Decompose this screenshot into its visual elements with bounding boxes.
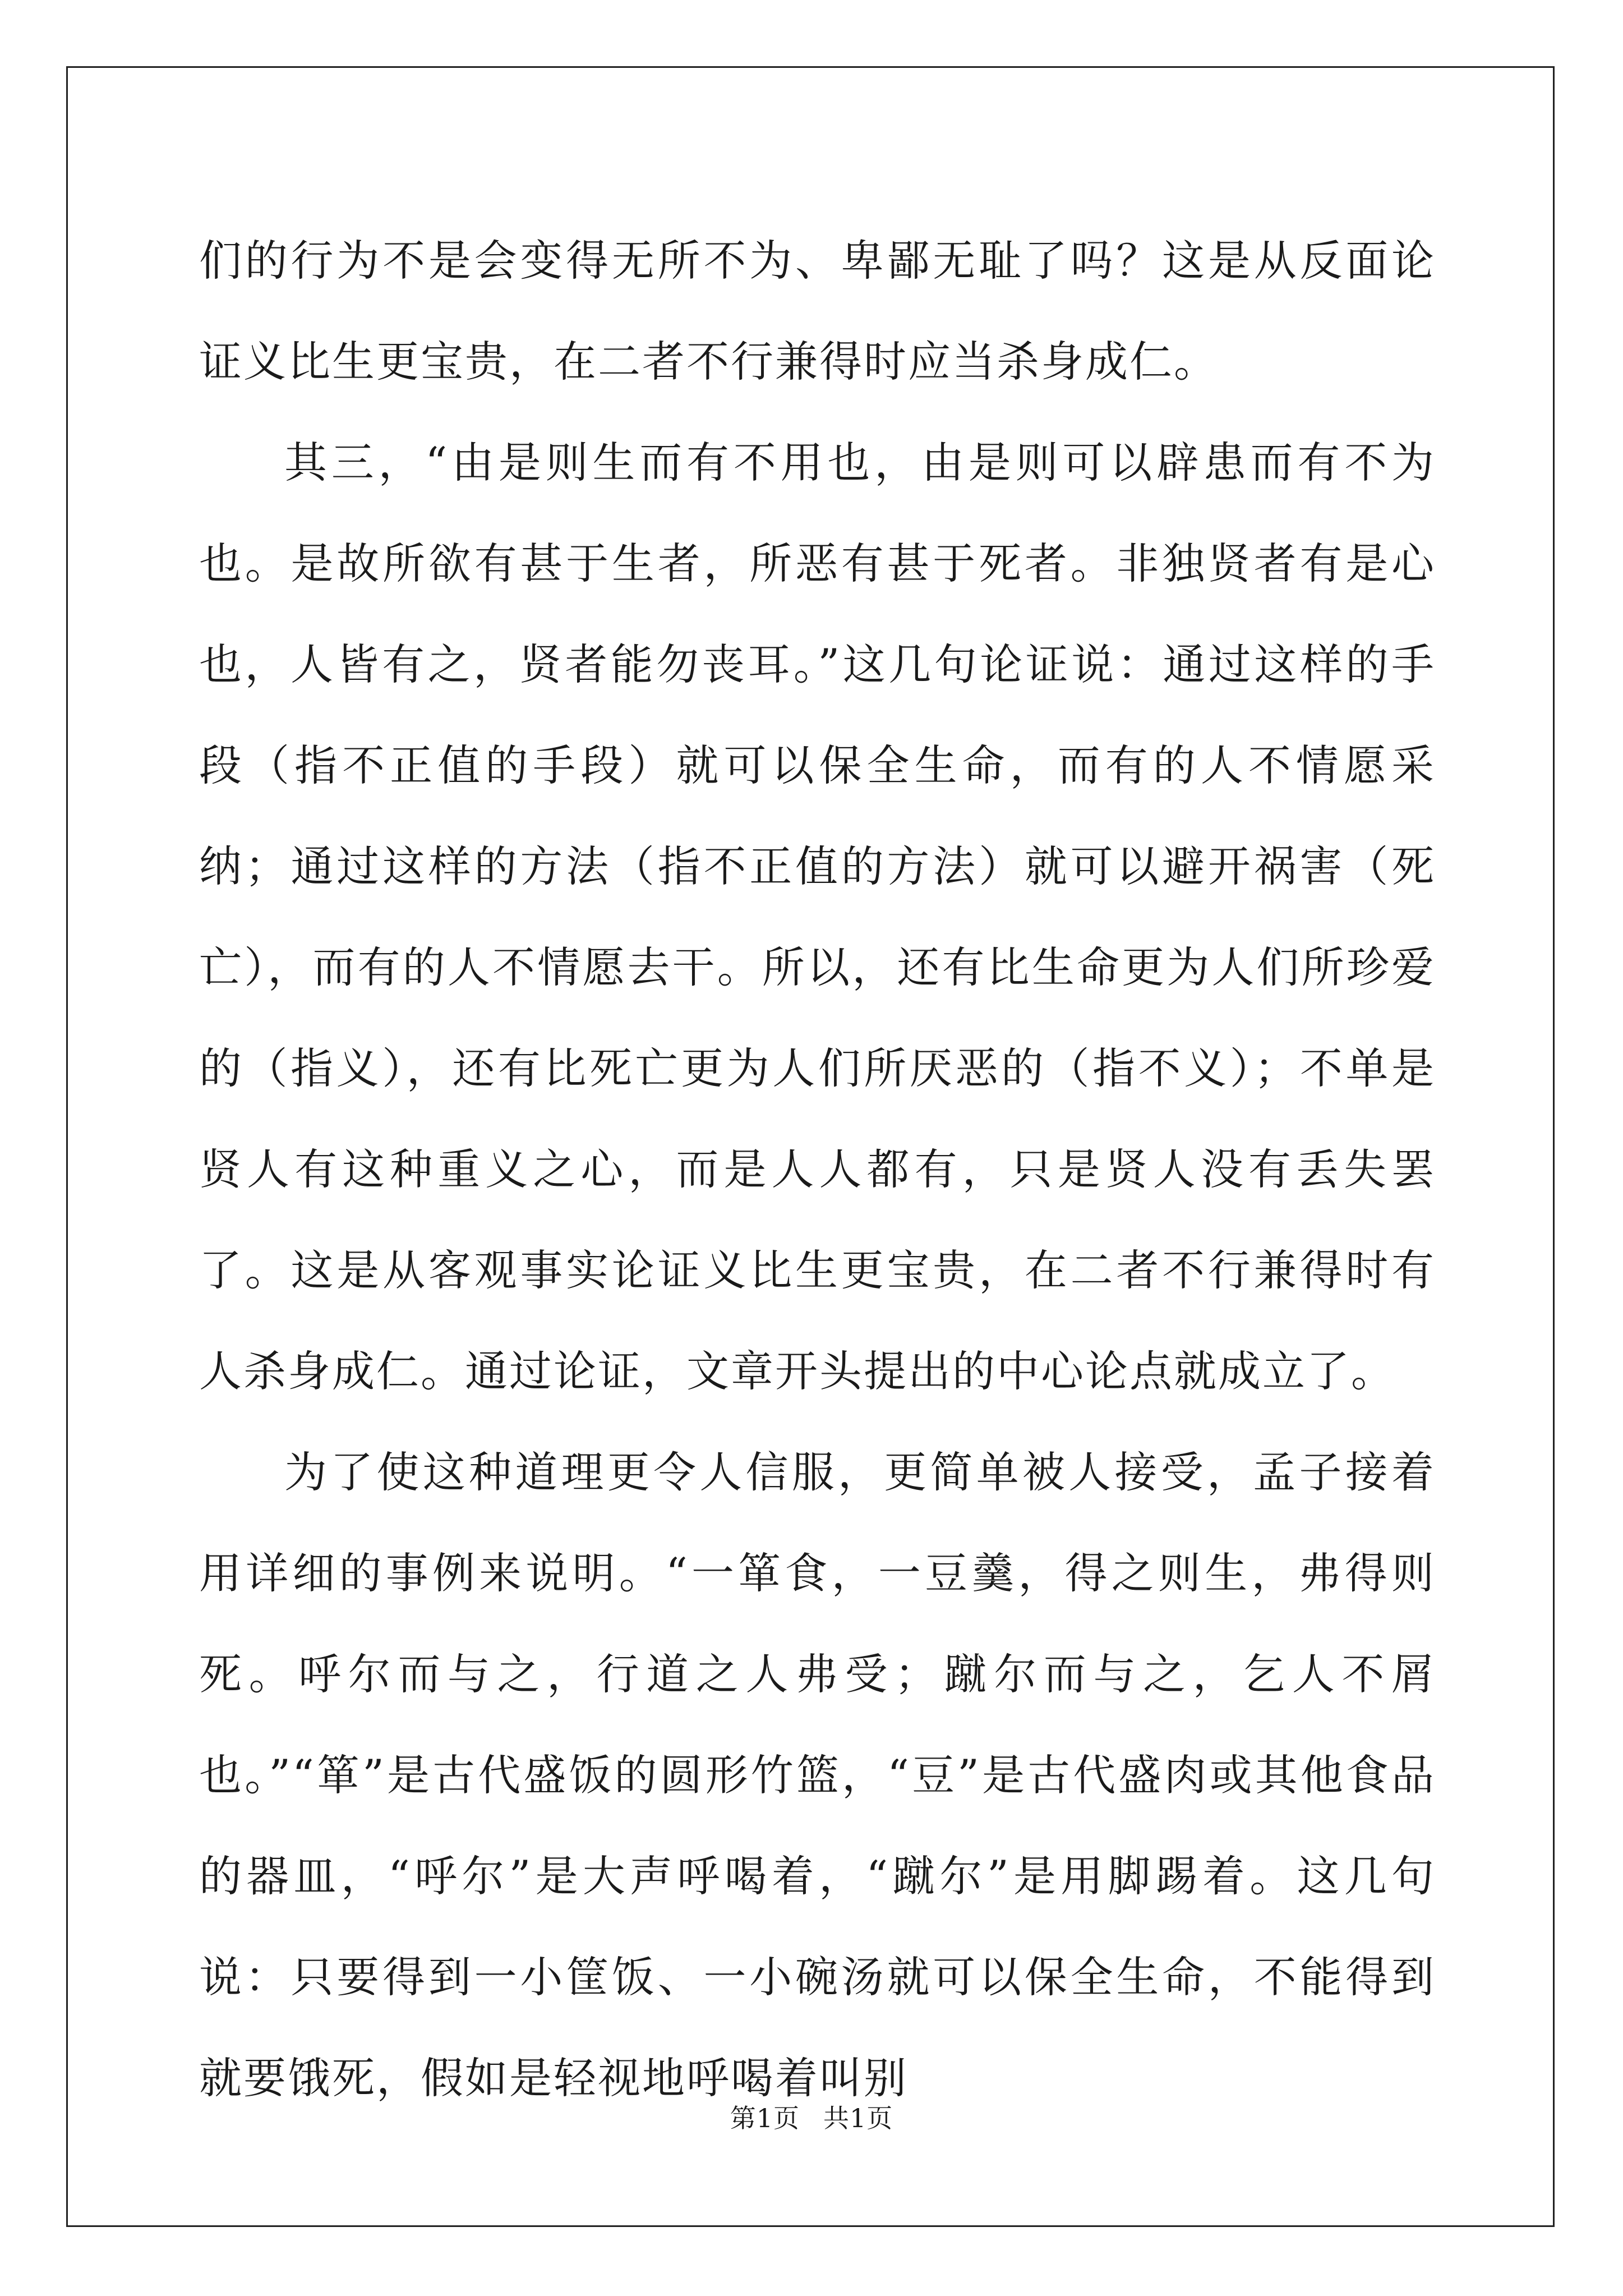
page-footer xyxy=(0,2098,1623,2135)
page-number: 第1页 xyxy=(730,2103,800,2133)
page-total: 共1页 xyxy=(823,2103,893,2133)
document-body xyxy=(199,210,1436,2129)
paragraph-2: 其三，“由是则生而有不用也，由是则可以辟患而有不为也。是故所欲有甚于生者，所恶有甚于死者。非独贤者有是心也，人皆有之，贤者能勿丧耳。”这几句论证说：通过这样的手段（指不正值的手段）就可以保全生命，而有的人不情愿采纳；通过这样的方法（指不正值的方法）就可以避开祸害（死亡），而有的人不情愿去干。所以，还有比生命更为人们所珍爱的（指义），还有比死亡更为人们所厌恶的（指不义）；不单是贤人有这种重义之心，而是人人都有，只是贤人没有丢失罢了。这是从客观事实论证义比生更宝贵，在二者不行兼得时有人杀身成仁。通过论证，文章开头提出的中心论点就成立了。 xyxy=(199,438,1436,1396)
paragraph-3: 为了使这种道理更令人信服，更简单被人接受，孟子接着用详细的事例来说明。“一箪食，一豆羹，得之则生，弗得则死。呼尔而与之，行道之人弗受；蹴尔而与之，乞人不屑也。”“箪”是古代盛饭的圆形竹篮，“豆”是古代盛肉或其他食品的器皿，“呼尔”是大声呼喝着，“蹴尔”是用脚踢着。这几句说：只要得到一小筐饭、一小碗汤就可以保全生命，不能得到就要饿死，假如是轻视地呼喝着叫别 xyxy=(199,1447,1436,2103)
paragraph-1: 们的行为不是会变得无所不为、卑鄙无耻了吗？这是从反面论证义比生更宝贵，在二者不行兼得时应当杀身成仁。 xyxy=(199,236,1436,386)
